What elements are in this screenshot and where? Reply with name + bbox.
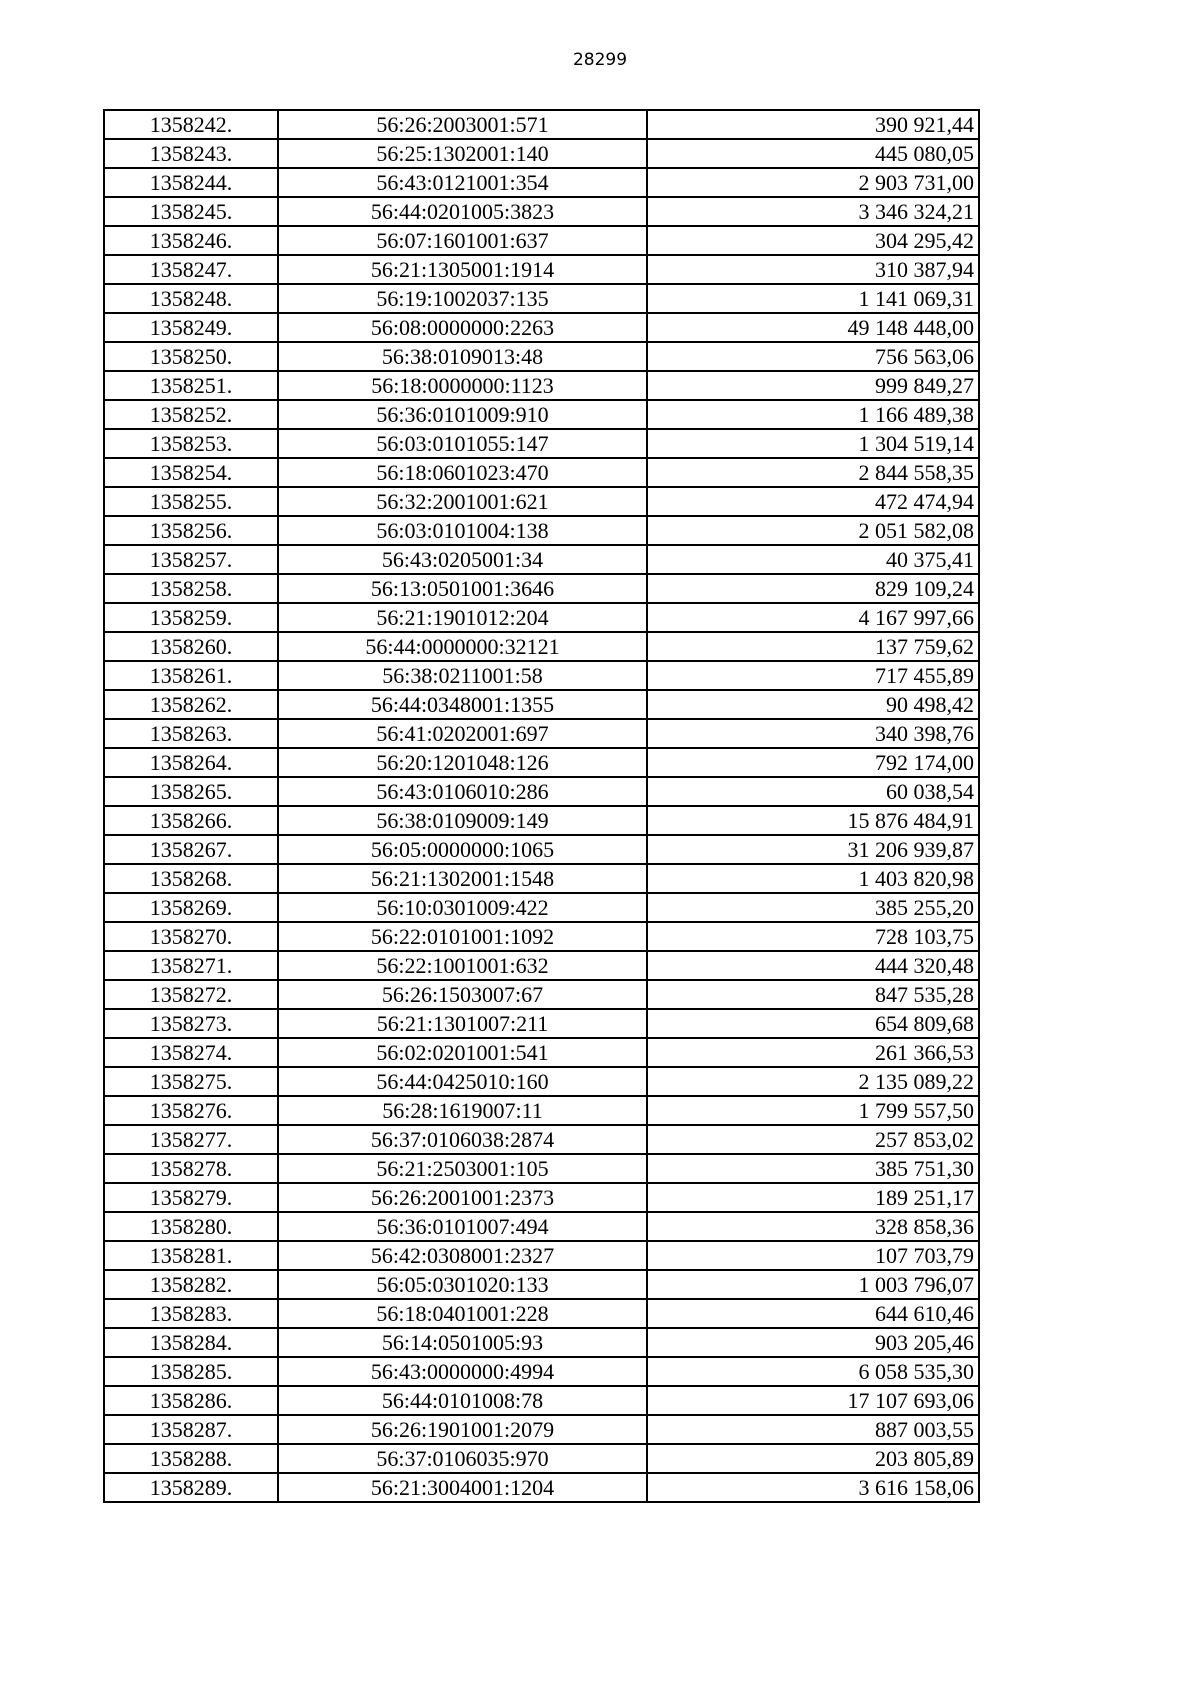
- cadastral-number-cell: 56:19:1002037:135: [278, 284, 647, 313]
- row-number-cell: 1358245.: [104, 197, 278, 226]
- cadastral-value-cell: 189 251,17: [647, 1183, 979, 1212]
- row-number-cell: 1358252.: [104, 400, 278, 429]
- cadastral-value-cell: 999 849,27: [647, 371, 979, 400]
- cadastral-number-cell: 56:22:0101001:1092: [278, 922, 647, 951]
- table-row: [104, 719, 979, 748]
- cadastral-value-cell: 328 858,36: [647, 1212, 979, 1241]
- row-number-cell: 1358254.: [104, 458, 278, 487]
- cadastral-number-cell: 56:21:3004001:1204: [278, 1473, 647, 1502]
- cadastral-value-cell: 385 255,20: [647, 893, 979, 922]
- row-number-cell: 1358258.: [104, 574, 278, 603]
- cadastral-value-cell: 829 109,24: [647, 574, 979, 603]
- row-number-cell: 1358271.: [104, 951, 278, 980]
- table-row: [104, 603, 979, 632]
- cadastral-number-cell: 56:32:2001001:621: [278, 487, 647, 516]
- row-number-cell: 1358262.: [104, 690, 278, 719]
- cadastral-number-cell: 56:03:0101055:147: [278, 429, 647, 458]
- cadastral-number-cell: 56:38:0109013:48: [278, 342, 647, 371]
- table-row: [104, 1357, 979, 1386]
- cadastral-value-cell: 1 403 820,98: [647, 864, 979, 893]
- cadastral-number-cell: 56:05:0301020:133: [278, 1270, 647, 1299]
- cadastral-value-cell: 17 107 693,06: [647, 1386, 979, 1415]
- row-number-cell: 1358266.: [104, 806, 278, 835]
- cadastral-value-cell: 203 805,89: [647, 1444, 979, 1473]
- table-row: [104, 1038, 979, 1067]
- cadastral-value-cell: 444 320,48: [647, 951, 979, 980]
- cadastral-number-cell: 56:20:1201048:126: [278, 748, 647, 777]
- cadastral-number-cell: 56:08:0000000:2263: [278, 313, 647, 342]
- row-number-cell: 1358289.: [104, 1473, 278, 1502]
- cadastral-number-cell: 56:44:0201005:3823: [278, 197, 647, 226]
- table-row: [104, 951, 979, 980]
- row-number-cell: 1358247.: [104, 255, 278, 284]
- table-row: [104, 197, 979, 226]
- row-number-cell: 1358275.: [104, 1067, 278, 1096]
- cadastral-value-cell: 257 853,02: [647, 1125, 979, 1154]
- table-row: [104, 922, 979, 951]
- cadastral-number-cell: 56:43:0106010:286: [278, 777, 647, 806]
- row-number-cell: 1358251.: [104, 371, 278, 400]
- cadastral-value-table: [103, 109, 980, 1503]
- cadastral-value-cell: 654 809,68: [647, 1009, 979, 1038]
- row-number-cell: 1358279.: [104, 1183, 278, 1212]
- cadastral-value-cell: 717 455,89: [647, 661, 979, 690]
- table-row: [104, 893, 979, 922]
- cadastral-value-cell: 903 205,46: [647, 1328, 979, 1357]
- cadastral-number-cell: 56:13:0501001:3646: [278, 574, 647, 603]
- row-number-cell: 1358272.: [104, 980, 278, 1009]
- table-row: [104, 168, 979, 197]
- cadastral-number-cell: 56:02:0201001:541: [278, 1038, 647, 1067]
- cadastral-number-cell: 56:44:0348001:1355: [278, 690, 647, 719]
- table-row: [104, 458, 979, 487]
- cadastral-value-cell: 887 003,55: [647, 1415, 979, 1444]
- table-row: [104, 777, 979, 806]
- cadastral-number-cell: 56:21:1301007:211: [278, 1009, 647, 1038]
- cadastral-value-cell: 6 058 535,30: [647, 1357, 979, 1386]
- cadastral-value-cell: 49 148 448,00: [647, 313, 979, 342]
- table-row: [104, 1183, 979, 1212]
- table-row: [104, 1067, 979, 1096]
- table-row: [104, 864, 979, 893]
- table-row: [104, 1096, 979, 1125]
- cadastral-value-cell: 304 295,42: [647, 226, 979, 255]
- row-number-cell: 1358273.: [104, 1009, 278, 1038]
- row-number-cell: 1358263.: [104, 719, 278, 748]
- cadastral-number-cell: 56:03:0101004:138: [278, 516, 647, 545]
- table-row: [104, 371, 979, 400]
- cadastral-value-cell: 644 610,46: [647, 1299, 979, 1328]
- cadastral-value-cell: 2 051 582,08: [647, 516, 979, 545]
- table-row: [104, 284, 979, 313]
- row-number-cell: 1358248.: [104, 284, 278, 313]
- table-row: [104, 139, 979, 168]
- row-number-cell: 1358255.: [104, 487, 278, 516]
- cadastral-number-cell: 56:18:0000000:1123: [278, 371, 647, 400]
- cadastral-value-cell: 472 474,94: [647, 487, 979, 516]
- table-row: [104, 835, 979, 864]
- row-number-cell: 1358286.: [104, 1386, 278, 1415]
- table-row: [104, 1299, 979, 1328]
- row-number-cell: 1358288.: [104, 1444, 278, 1473]
- table-row: [104, 574, 979, 603]
- table-row: [104, 661, 979, 690]
- cadastral-number-cell: 56:14:0501005:93: [278, 1328, 647, 1357]
- cadastral-number-cell: 56:10:0301009:422: [278, 893, 647, 922]
- cadastral-number-cell: 56:18:0601023:470: [278, 458, 647, 487]
- table-row: [104, 632, 979, 661]
- cadastral-value-cell: 15 876 484,91: [647, 806, 979, 835]
- table-row: [104, 806, 979, 835]
- cadastral-number-cell: 56:21:1302001:1548: [278, 864, 647, 893]
- cadastral-value-cell: 390 921,44: [647, 110, 979, 139]
- cadastral-number-cell: 56:37:0106038:2874: [278, 1125, 647, 1154]
- row-number-cell: 1358287.: [104, 1415, 278, 1444]
- table-row: [104, 1473, 979, 1502]
- table-row: [104, 1125, 979, 1154]
- cadastral-value-cell: 445 080,05: [647, 139, 979, 168]
- row-number-cell: 1358257.: [104, 545, 278, 574]
- cadastral-number-cell: 56:26:2001001:2373: [278, 1183, 647, 1212]
- cadastral-number-cell: 56:21:1305001:1914: [278, 255, 647, 284]
- cadastral-number-cell: 56:41:0202001:697: [278, 719, 647, 748]
- page-number: 28299: [572, 50, 628, 70]
- cadastral-value-cell: 2 135 089,22: [647, 1067, 979, 1096]
- table-row: [104, 487, 979, 516]
- row-number-cell: 1358270.: [104, 922, 278, 951]
- cadastral-number-cell: 56:38:0211001:58: [278, 661, 647, 690]
- table-row: [104, 1154, 979, 1183]
- cadastral-number-cell: 56:21:1901012:204: [278, 603, 647, 632]
- row-number-cell: 1358264.: [104, 748, 278, 777]
- table-row: [104, 429, 979, 458]
- cadastral-number-cell: 56:21:2503001:105: [278, 1154, 647, 1183]
- cadastral-number-cell: 56:36:0101007:494: [278, 1212, 647, 1241]
- table-row: [104, 1415, 979, 1444]
- row-number-cell: 1358280.: [104, 1212, 278, 1241]
- table-row: [104, 255, 979, 284]
- cadastral-value-cell: 385 751,30: [647, 1154, 979, 1183]
- cadastral-value-cell: 1 141 069,31: [647, 284, 979, 313]
- row-number-cell: 1358284.: [104, 1328, 278, 1357]
- table-row: [104, 980, 979, 1009]
- row-number-cell: 1358269.: [104, 893, 278, 922]
- cadastral-number-cell: 56:05:0000000:1065: [278, 835, 647, 864]
- cadastral-value-cell: 1 166 489,38: [647, 400, 979, 429]
- row-number-cell: 1358283.: [104, 1299, 278, 1328]
- row-number-cell: 1358265.: [104, 777, 278, 806]
- row-number-cell: 1358244.: [104, 168, 278, 197]
- cadastral-value-cell: 1 003 796,07: [647, 1270, 979, 1299]
- table-body: [104, 110, 979, 1502]
- cadastral-number-cell: 56:07:1601001:637: [278, 226, 647, 255]
- cadastral-value-cell: 31 206 939,87: [647, 835, 979, 864]
- cadastral-value-cell: 4 167 997,66: [647, 603, 979, 632]
- cadastral-number-cell: 56:28:1619007:11: [278, 1096, 647, 1125]
- table-row: [104, 690, 979, 719]
- cadastral-value-cell: 60 038,54: [647, 777, 979, 806]
- cadastral-number-cell: 56:26:1901001:2079: [278, 1415, 647, 1444]
- row-number-cell: 1358261.: [104, 661, 278, 690]
- table-row: [104, 1444, 979, 1473]
- table-row: [104, 748, 979, 777]
- cadastral-number-cell: 56:43:0121001:354: [278, 168, 647, 197]
- cadastral-number-cell: 56:44:0000000:32121: [278, 632, 647, 661]
- cadastral-number-cell: 56:26:1503007:67: [278, 980, 647, 1009]
- cadastral-value-cell: 107 703,79: [647, 1241, 979, 1270]
- cadastral-number-cell: 56:38:0109009:149: [278, 806, 647, 835]
- table-row: [104, 545, 979, 574]
- cadastral-number-cell: 56:44:0101008:78: [278, 1386, 647, 1415]
- table-row: [104, 400, 979, 429]
- cadastral-number-cell: 56:37:0106035:970: [278, 1444, 647, 1473]
- row-number-cell: 1358249.: [104, 313, 278, 342]
- cadastral-number-cell: 56:42:0308001:2327: [278, 1241, 647, 1270]
- row-number-cell: 1358278.: [104, 1154, 278, 1183]
- row-number-cell: 1358282.: [104, 1270, 278, 1299]
- row-number-cell: 1358281.: [104, 1241, 278, 1270]
- table-row: [104, 226, 979, 255]
- row-number-cell: 1358242.: [104, 110, 278, 139]
- cadastral-value-cell: 792 174,00: [647, 748, 979, 777]
- cadastral-number-cell: 56:18:0401001:228: [278, 1299, 647, 1328]
- cadastral-value-cell: 340 398,76: [647, 719, 979, 748]
- table-row: [104, 1386, 979, 1415]
- cadastral-value-cell: 2 844 558,35: [647, 458, 979, 487]
- cadastral-value-cell: 847 535,28: [647, 980, 979, 1009]
- cadastral-value-cell: 3 346 324,21: [647, 197, 979, 226]
- cadastral-number-cell: 56:26:2003001:571: [278, 110, 647, 139]
- row-number-cell: 1358253.: [104, 429, 278, 458]
- table-row: [104, 1328, 979, 1357]
- cadastral-value-cell: 756 563,06: [647, 342, 979, 371]
- row-number-cell: 1358259.: [104, 603, 278, 632]
- cadastral-value-cell: 137 759,62: [647, 632, 979, 661]
- cadastral-value-cell: 40 375,41: [647, 545, 979, 574]
- cadastral-number-cell: 56:36:0101009:910: [278, 400, 647, 429]
- cadastral-number-cell: 56:44:0425010:160: [278, 1067, 647, 1096]
- cadastral-value-cell: 310 387,94: [647, 255, 979, 284]
- row-number-cell: 1358250.: [104, 342, 278, 371]
- row-number-cell: 1358268.: [104, 864, 278, 893]
- table-row: [104, 1241, 979, 1270]
- cadastral-number-cell: 56:22:1001001:632: [278, 951, 647, 980]
- row-number-cell: 1358260.: [104, 632, 278, 661]
- cadastral-number-cell: 56:43:0205001:34: [278, 545, 647, 574]
- table-row: [104, 516, 979, 545]
- table-row: [104, 110, 979, 139]
- row-number-cell: 1358243.: [104, 139, 278, 168]
- row-number-cell: 1358276.: [104, 1096, 278, 1125]
- row-number-cell: 1358274.: [104, 1038, 278, 1067]
- cadastral-number-cell: 56:43:0000000:4994: [278, 1357, 647, 1386]
- cadastral-value-cell: 2 903 731,00: [647, 168, 979, 197]
- table-row: [104, 342, 979, 371]
- row-number-cell: 1358267.: [104, 835, 278, 864]
- cadastral-number-cell: 56:25:1302001:140: [278, 139, 647, 168]
- cadastral-value-cell: 261 366,53: [647, 1038, 979, 1067]
- cadastral-value-cell: 90 498,42: [647, 690, 979, 719]
- row-number-cell: 1358285.: [104, 1357, 278, 1386]
- row-number-cell: 1358246.: [104, 226, 278, 255]
- cadastral-value-cell: 1 304 519,14: [647, 429, 979, 458]
- row-number-cell: 1358277.: [104, 1125, 278, 1154]
- cadastral-value-cell: 3 616 158,06: [647, 1473, 979, 1502]
- cadastral-value-cell: 728 103,75: [647, 922, 979, 951]
- row-number-cell: 1358256.: [104, 516, 278, 545]
- table-row: [104, 1212, 979, 1241]
- cadastral-value-cell: 1 799 557,50: [647, 1096, 979, 1125]
- table-row: [104, 313, 979, 342]
- table-row: [104, 1009, 979, 1038]
- table-row: [104, 1270, 979, 1299]
